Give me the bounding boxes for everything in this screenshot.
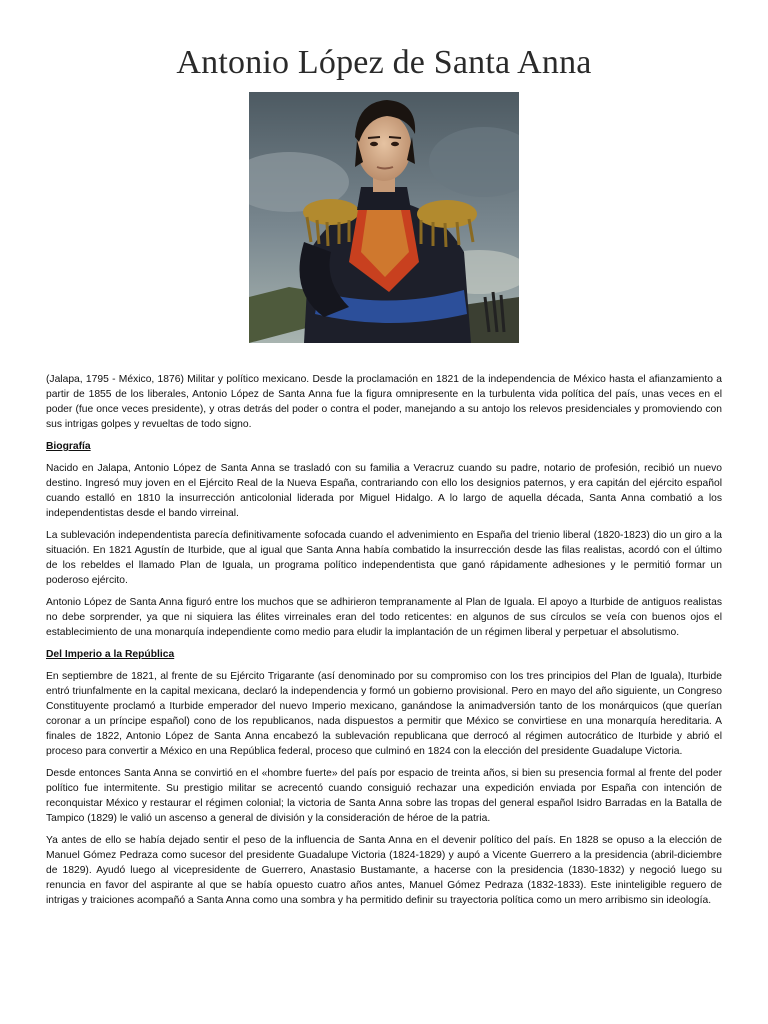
paragraph: Ya antes de ello se había dejado sentir el peso de la influencia de Santa Anna en el devenir político del país. En 1828 se opuso a la elección de Manuel Gómez Pedraza como sucesor del presidente Guadalupe Victoria (1824-1829) y aupó a Vicente Guerrero a la presidencia (abril-diciembre de 1829). Ayudó luego al vicepresidente de Guerrero, Anastasio Bustamante, a hacerse con la presidencia (1830-1832) y negoció luego su renuncia en favor del aspirante al que se había opuesto cuatro años antes, Manuel Gómez Pedraza (1832-1833). Este ininteligible reguero de intrigas y traiciones acompañó a Santa Anna como una sombra y ha permitido definir su trayectoria política como un mero arribismo sin ideología. [46, 835, 722, 906]
article-body [46, 372, 722, 915]
paragraph: Nacido en Jalapa, Antonio López de Santa Anna se trasladó con su familia a Veracruz cuando su padre, notario de profesión, recibió un nuevo destino. Ingresó muy joven en el Ejército Real de la Nueva España, contrariando con ello los designios paternos, y era capitán del ejército español cuando estalló en 1810 la insurrección anticolonial liderada por Miguel Hidalgo. A lo largo de aquella década, Santa Anna combatió a los independentistas desde el bando virreinal. [46, 463, 722, 519]
portrait-image [249, 92, 519, 343]
page-title: Antonio López de Santa Anna [176, 44, 592, 81]
intro-paragraph: (Jalapa, 1795 - México, 1876) Militar y político mexicano. Desde la proclamación en 1821 de la independencia de México hasta el afianzamiento a partir de 1855 de los liberales, Antonio López de Santa Anna fue la figura omnipresente en la turbulenta vida política del país, unas veces en el poder (fue once veces presidente), y otras detrás del poder o contra el poder, manejando a su antojo los relevos presidenciales y promoviendo con sus intrigas golpes y revueltas de todo signo. [46, 374, 722, 430]
paragraph: Antonio López de Santa Anna figuró entre los muchos que se adhirieron tempranamente al Plan de Iguala. El apoyo a Iturbide de antiguos realistas no debe sorprender, ya que ni siquiera las élites virreinales eran del todo reticentes: en algunos de sus círculos se veía con buenos ojos el establecimiento de una monarquía independiente como medio para eludir la implantación de un régimen liberal y perpetuar el absolutismo. [46, 597, 722, 638]
section-heading-biografia: Biografía [46, 441, 91, 452]
paragraph: La sublevación independentista parecía definitivamente sofocada cuando el advenimiento en España del trienio liberal (1820-1823) dio un giro a la situación. En 1821 Agustín de Iturbide, que al igual que Santa Anna había combatido la insurrección desde las filas realistas, acordó con el último de los rebeldes el llamado Plan de Iguala, un programa político independentista que ganó rápidamente adhesiones y le permitió formar un poderoso ejército. [46, 530, 722, 586]
paragraph: En septiembre de 1821, al frente de su Ejército Trigarante (así denominado por su compromiso con los tres principios del Plan de Iguala), Iturbide entró triunfalmente en la capital mexicana, declaró la independencia y formó un gobierno provisional. Pero en mayo del año siguiente, un Congreso Constituyente proclamó a Iturbide emperador del nuevo Imperio mexicano, ganándose la animadversión tanto de los monárquicos (que querían coronar a un príncipe español) cono de los republicanos, nada dispuestos a permitir que México se convirtiese en una monarquía hereditaria. A finales de 1822, Antonio López de Santa Anna encabezó la sublevación republicana que derrocó al régimen autocrático de Iturbide y abrió el proceso para convertir a México en una República federal, proceso que culminó en 1824 con la elección del presidente Guadalupe Victoria. [46, 671, 722, 757]
paragraph: Desde entonces Santa Anna se convirtió en el «hombre fuerte» del país por espacio de treinta años, si bien su presencia formal al frente del poder político fue intermitente. Su prestigio militar se acrecentó cuando consiguió rechazar una expedición enviada por España con intención de reconquistar México y restaurar el régimen colonial; la victoria de Santa Anna sobre las tropas del general español Isidro Barradas en la Batalla de Tampico (1829) le valió un ascenso a general de división y la consideración de héroe de la patria. [46, 768, 722, 824]
section-heading-imperio: Del Imperio a la República [46, 649, 175, 660]
